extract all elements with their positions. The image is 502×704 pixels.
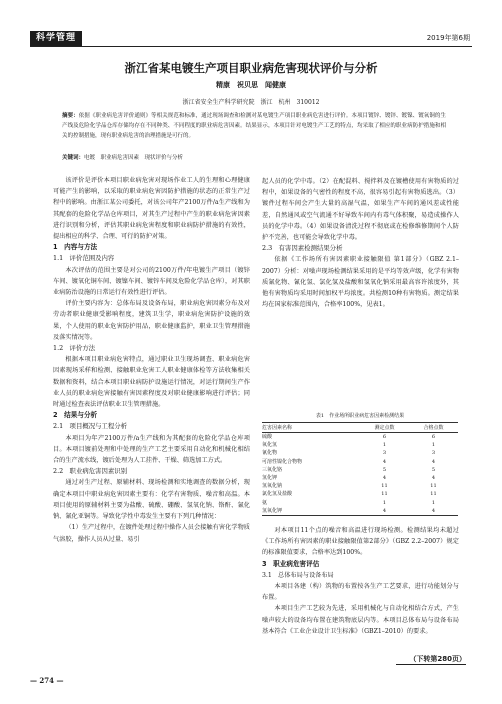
table-cell: 4 <box>360 507 409 516</box>
table-row <box>262 458 458 466</box>
paragraph: 评价主要内容为：总体布局及设备布局，职业病危害因素分布及对劳动者职业健康受影响程度，建筑卫生学，职业病危害防护设施的效果，个人使用的职业危害防护用品，职业健康监护，职业卫生管理措施及落实情况等。 <box>53 300 250 341</box>
section-heading: 1 内容与方法 <box>53 243 98 252</box>
page-number: — 274 — <box>30 676 64 685</box>
section-heading: 2.1 项目概况与工程分析 <box>53 422 128 431</box>
table-cell: 1 <box>382 442 387 449</box>
table-cell: 氰化物 <box>262 450 278 457</box>
abstract-label: 摘要： <box>62 113 79 119</box>
paragraph: 起人员的化学中毒。（2）在配混料、搅拌料及在镀槽使用有害物质的过程中，如果设备的气密性的程度不高，很容易引起有害物质逃出。（3）镀件过程车间会产生大量的高湿气温，如果生产车间的通风差或性能差，自然通风或空气流通不好导致车间内有毒气体积聚，易造成操作人员的化学中毒。（4）如果设备清洗过程不彻底或在检修维修期间个人防护不完善，也可能会导致化学中毒。 <box>262 178 459 242</box>
table-cell: 可溶性镍化合物物 <box>262 458 303 465</box>
table-cell: 氢氧化钠 <box>262 483 283 490</box>
article-title: 浙江省某电镀生产项目职业病危害现状评价与分析 <box>124 61 378 75</box>
left-column <box>53 175 250 545</box>
table-row <box>262 499 458 507</box>
table-cell: 氢化钾 <box>262 475 278 482</box>
paragraph: （1）生产过程中，在镀件处理过程中操作人员会接触有害化学物质气溶胶，操作人员从过量、易引 <box>53 524 250 543</box>
paragraph: 本项目各建（构）筑物的布置按各生产工艺要求，进行功能划分与布置。 <box>262 583 459 602</box>
table-row <box>262 433 458 442</box>
table-header-factor: 危害因素名称 <box>262 423 360 433</box>
journal-section-label: 科学管理 <box>30 31 82 46</box>
table-header-qualified: 合格点数 <box>409 423 458 433</box>
table-cell: 氨 <box>262 499 268 506</box>
table-cell: 11 <box>430 483 437 490</box>
table-caption: 表1 作业场所职业病危害因素检测结果 <box>315 413 405 419</box>
table-cell: 5 <box>431 466 436 473</box>
table-row <box>262 441 458 449</box>
table-cell: 氧化氢 <box>262 442 278 449</box>
paragraph: 依据《工作场所有害因素职业接触限值 第1部分》（GBZ 2.1–2007）分析：对噪声现场检测结果采用的是平均等效声级，化学有害物质氰化物、氰化氢、氯化氢及盐酸和氢氧化钠采用最高容许浓度外，其他有害物质均采用时间加权平均浓度。共检测10种有害物质。测定结果均在国家标准范围内，合格率100%，见表1。 <box>262 256 459 309</box>
table-cell: 1 <box>382 499 387 506</box>
section-heading: 1.2 评价方法 <box>53 344 96 353</box>
table-row <box>262 490 458 498</box>
table-cell: 4 <box>431 475 436 482</box>
paragraph: 该评价是评价本项目职业病危害对现场作业工人的生理和心理健康可能产生的影响，以采取的职业病危害因防护措施的状态的正常生产过程中的影响。由浙江某公司委托，对该公司年产2100万件/a生产线和为其配套的危险化学品仓库项目，对其生产过程中产生的职业病危害因素进行识别和分析，评估其职业病危害程度和职业病防护措施的有效性，提出相应的科学、合理、可行的防护对策。 <box>53 177 250 241</box>
table-row <box>262 507 458 516</box>
table-cell: 1 <box>431 442 436 449</box>
section-heading: 2.2 职业病危害因素识别 <box>53 467 128 476</box>
section-heading: 1.1 评价范围及内容 <box>53 254 115 263</box>
continued-rule <box>396 664 466 665</box>
table-header-points: 测定点数 <box>360 423 409 433</box>
paragraph: 对本项目11个点的噪音和高温进行现场检测。检测结果均未超过《工作场所有害因素的职业接触限值第2部分》（GBZ 2.2–2007）规定的标准限值要求，合格率达到100%。 <box>262 527 459 557</box>
table-cell: 11 <box>381 491 388 498</box>
table-row <box>262 474 458 482</box>
header-rule <box>30 46 472 47</box>
table-cell: 1 <box>431 499 436 506</box>
table-cell: 4 <box>382 458 387 465</box>
table-cell: 氯化氢及盐酸 <box>262 491 293 498</box>
table-cell: 5 <box>382 466 387 473</box>
table-row <box>262 466 458 474</box>
continued-note: （下转第280页） <box>409 655 466 663</box>
section-heading: 2.3 有害因素检测结果分析 <box>262 244 343 253</box>
table-cell: 6 <box>431 434 436 440</box>
paragraph: 根据本项目职业病危害特点，通过职业卫生现场调查、职业病危害因素现场采样和检测、接触职业危害工人职业健康体检等方法收集相关数据和资料，结合本项目职业病防护设施运行情况，对运行期间生产作业人员的职业病危害接触有害因素程度及对职业健康影响进行评估；同时通过检查表法评估职业卫生管理措施。 <box>53 356 250 409</box>
abstract <box>62 111 446 141</box>
table-cell: 3 <box>431 450 436 457</box>
keywords-text: 电镀 职业病危害因素 现状评价与分析 <box>84 155 184 161</box>
paragraph: 通过对生产过程、原辅材料、现场检测和实地调查的数据分析，现确定本项目中职业病危害因素主要有：化学有害物质、噪音和高温。本项目使用的原辅材料主要为盐酸、硫酸、硼酸、氢氧化钠、铬酐、氰化钠、氰化亚铜等。导致化学性中毒发生主要有下列几种情况： <box>53 479 250 521</box>
table-cell: 三氧化铬 <box>262 466 283 473</box>
keywords <box>62 153 446 161</box>
table-row <box>262 482 458 490</box>
article-affiliation: 浙江省安全生产科学研究院 浙江 杭州 310012 <box>182 99 320 106</box>
table-cell: 4 <box>431 458 436 465</box>
table-cell: 11 <box>430 491 437 498</box>
paragraph: 本次评估的范围主要是对公司的2100万件/年电镀生产项目（镀锌车间、镀氧化铜车间、镀镍车间、镀锌车间及危险化学品仓库），对其职业病防治设施的日常运行有效性进行评估。 <box>53 266 250 297</box>
right-column <box>262 176 459 310</box>
section-heading: 3.1 总体布局与设备布局 <box>262 571 334 579</box>
right-column-after-table <box>262 525 459 637</box>
table-cell: 4 <box>409 507 458 516</box>
article-authors: 精康 祝贝思 闻健康 <box>216 80 286 89</box>
paragraph: 本项目生产工艺较为先进，采用机械化与自动化相结合方式，产生噪声较大的设备均布置在建筑物底层内等。本项目总体布局与设备布局基本符合《工业企业设计卫生标准》（GBZ1–2010）的要求。 <box>262 605 459 635</box>
section-heading: 2 结果与分析 <box>53 411 98 420</box>
results-table <box>262 412 458 516</box>
issue-label: 2019年第6期 <box>426 34 470 42</box>
section-heading: 3 职业病危害评估 <box>262 559 320 568</box>
table-cell: 3 <box>382 450 387 457</box>
table-cell: 11 <box>381 483 388 490</box>
paragraph: 本项目为年产2100万件/a生产线和为其配套的危险化学品仓库项目。本项目镀前处理和中处理的生产工艺主要采用自动化和机械化相结合的生产流水线，镀后处理为人工挂件、干燥、筛选加工方式。 <box>53 434 250 465</box>
table-cell: 氢氧化钾 <box>262 507 360 516</box>
table-cell: 硫酸 <box>262 434 273 440</box>
table-cell: 6 <box>382 434 387 440</box>
keywords-label: 关键词： <box>62 155 85 161</box>
abstract-text: 依据《职业病危害评价通则》等相关规范和标准，通过现场调查和检测对某电镀生产项目职业病危害进行评价。本项目镀锌、镀锌、镀镍、镀氧铜的生产线及危险化学品仓库存储均存在不同种类、不同程度的职业病危害因素。结果显示，本项目针对电镀生产工艺的特点，均采取了相应的职业病防护措施和相关的控制措施，现有职业病危害的治理措施是可行的。 <box>62 113 446 139</box>
table-cell: 4 <box>382 475 387 482</box>
table-row <box>262 449 458 457</box>
